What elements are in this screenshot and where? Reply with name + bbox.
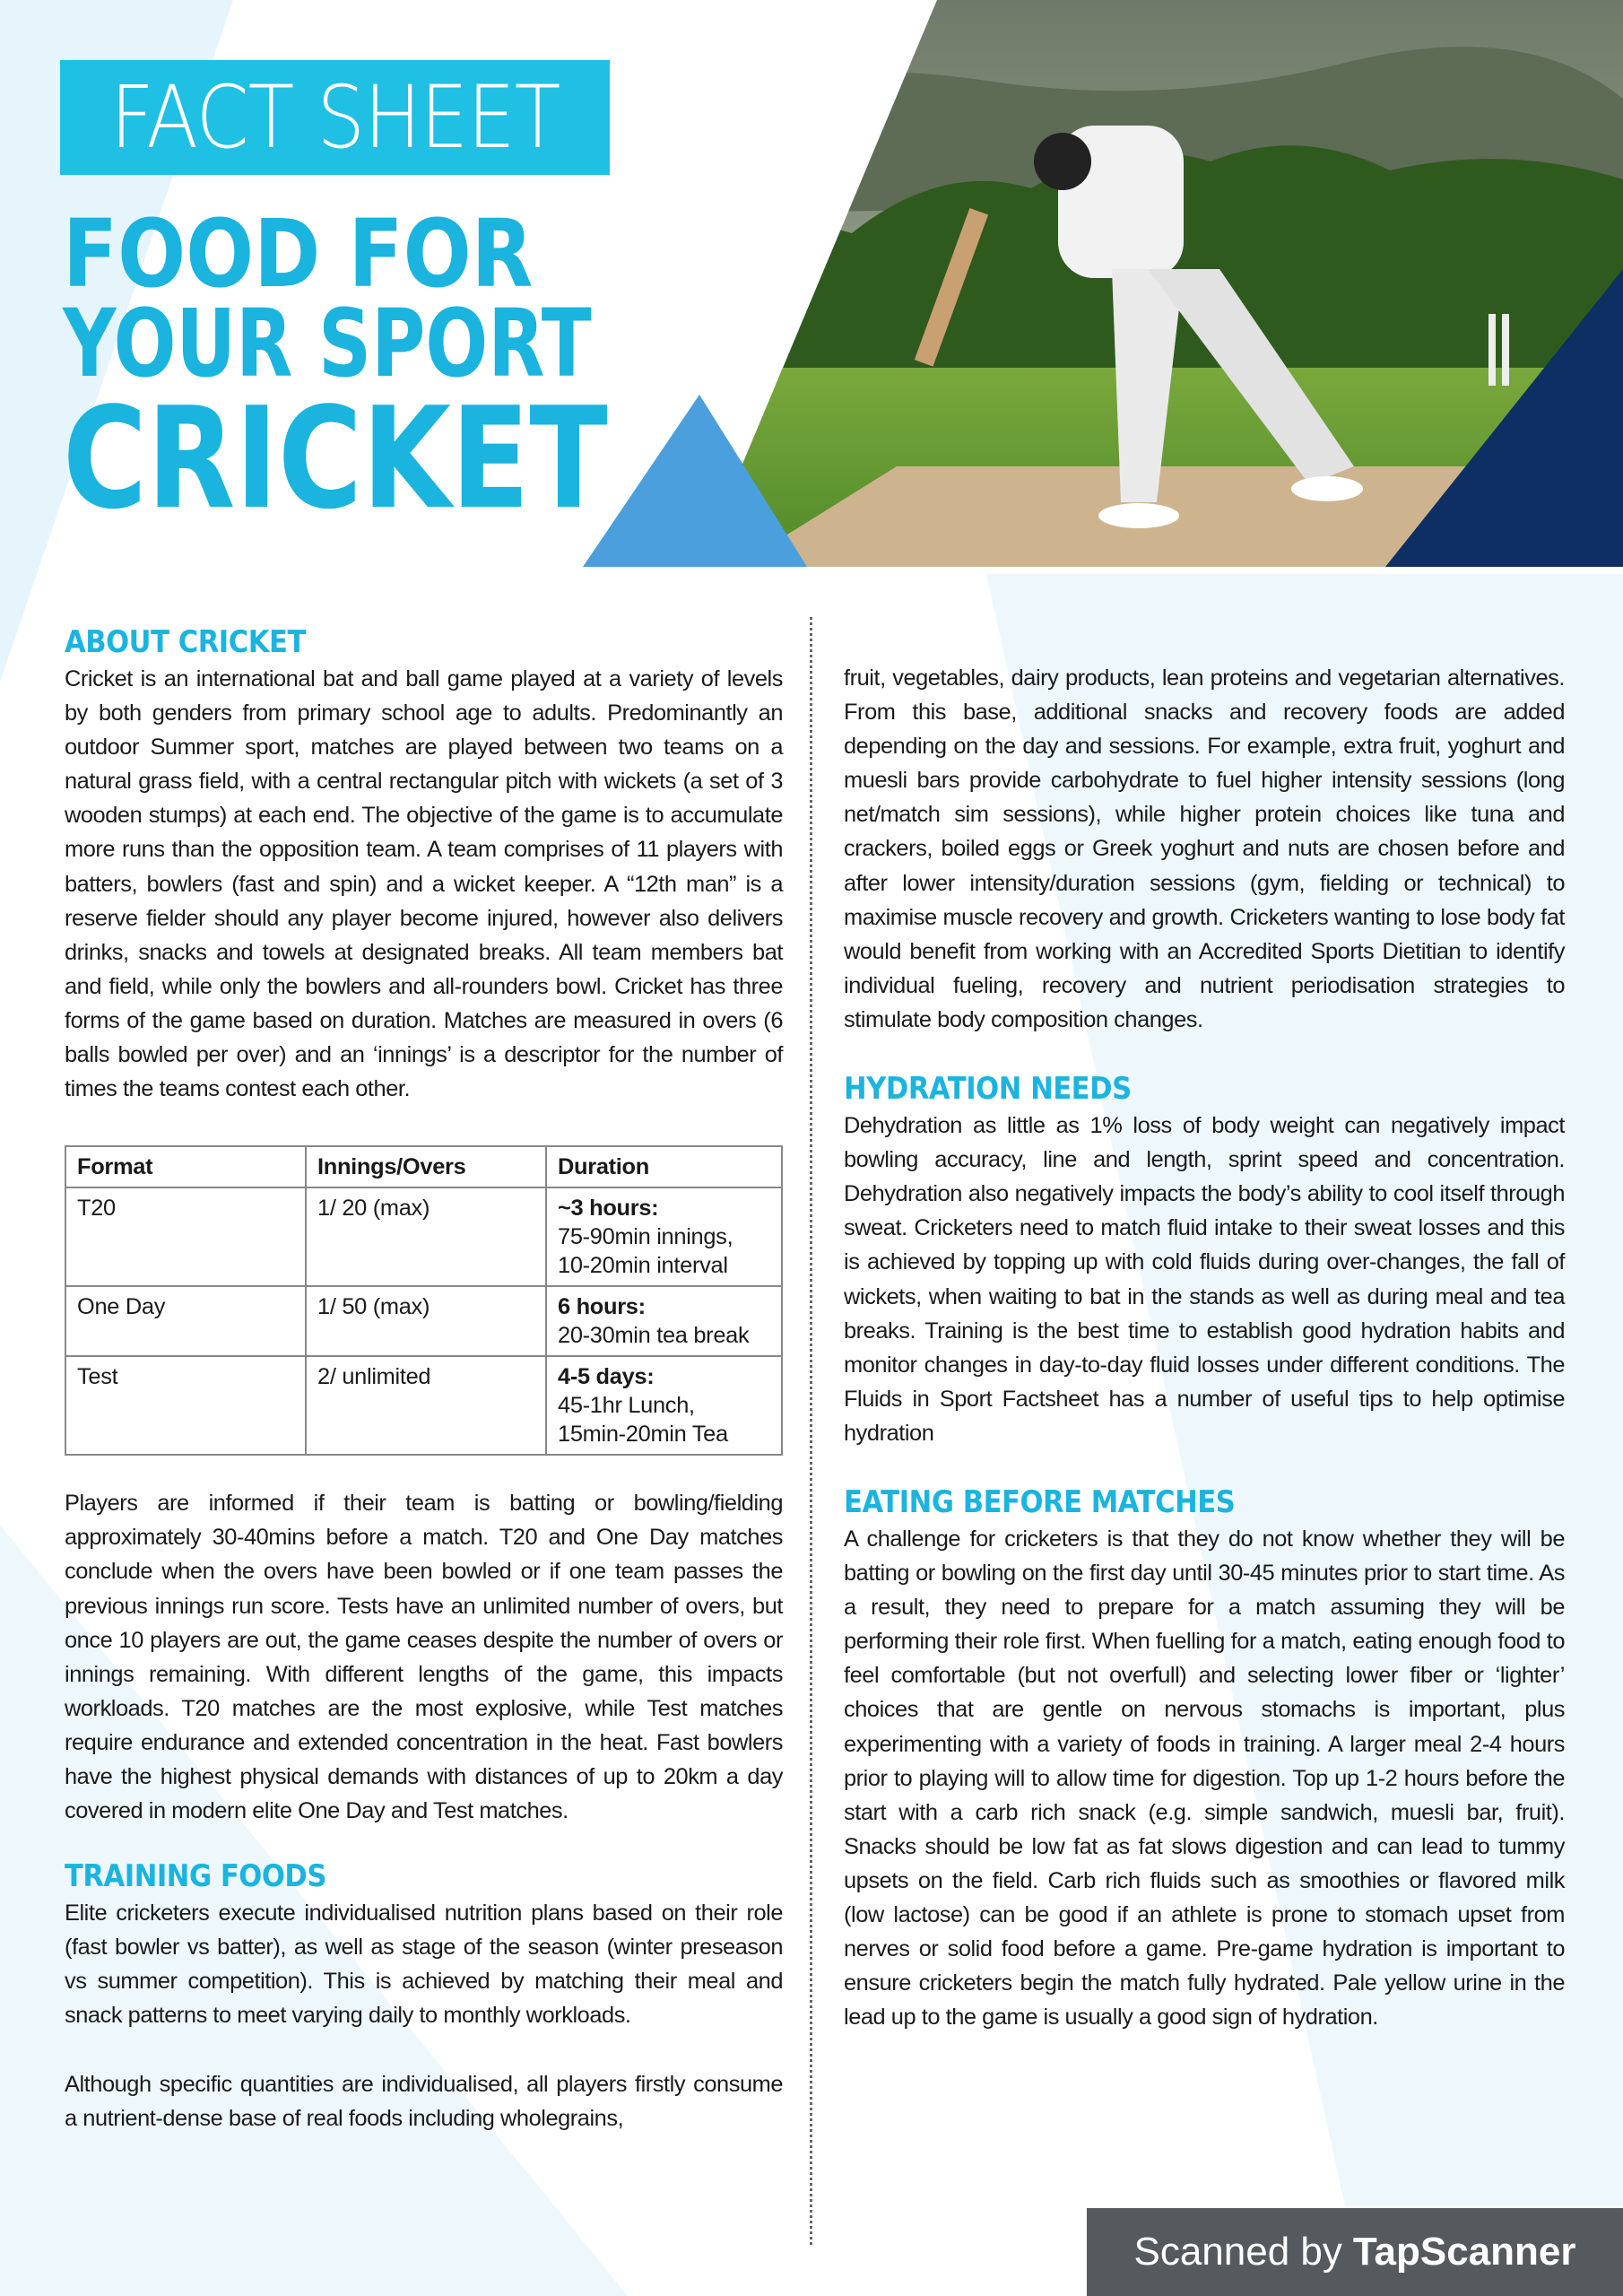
duration-line: 75-90min innings,	[558, 1224, 733, 1250]
table-header: Format	[65, 1146, 306, 1187]
left-column	[65, 624, 783, 2135]
cell-duration	[546, 1356, 782, 1455]
cell-format: T20	[65, 1187, 306, 1286]
scanner-watermark	[1087, 2208, 1623, 2296]
title-line-2: YOUR SPORT	[63, 289, 592, 398]
table-row	[65, 1356, 782, 1455]
watermark-prefix: Scanned by	[1133, 2230, 1342, 2274]
training-text-2: Although specific quantities are individualised, all players firstly consume a nutrient-dense base of real foods including wholegrains,	[65, 2071, 783, 2131]
duration-line: 20-30min tea break	[558, 1323, 750, 1349]
cell-duration	[546, 1286, 782, 1356]
duration-line: 10-20min interval	[558, 1253, 728, 1279]
watermark-brand: TapScanner	[1352, 2230, 1576, 2274]
badge-label: FACT SHEET	[109, 67, 560, 168]
cell-duration	[546, 1187, 782, 1286]
training-heading: TRAINING FOODS	[65, 1858, 326, 1895]
table-row	[65, 1286, 782, 1356]
formats-table	[65, 1145, 783, 1456]
table-header: Innings/Overs	[306, 1146, 546, 1187]
hydration-heading: HYDRATION NEEDS	[844, 1071, 1132, 1108]
eating-heading: EATING BEFORE MATCHES	[844, 1483, 1236, 1520]
duration-bold: 4-5 days:	[558, 1364, 655, 1390]
cell-innings: 2/ unlimited	[306, 1356, 546, 1455]
eating-text: A challenge for cricketers is that they do not know whether they will be batting or bowling on the first day until 30-45 minutes prior to start time. As a result, they need to prepare for a match assuming they will be performing their role first. When fuelling for a match, eating enough food to feel comfortable (but not overfull) and selecting lower fiber or ‘lighter’ choices that are gentle on nervous stomachs is important, plus experimenting with a variety of foods in training. A larger meal 2-4 hours prior to playing will to allow time for digestion. Top up 1-2 hours before the start with a carb rich snack (e.g. simple sandwich, muesli bar, fruit). Snacks should be low fat as fat slows digestion and can lead to tummy upsets on the field. Carb rich fluids such as smoothies or flavored milk (low lactose) can be good if an athlete is prone to stomach upset from nerves or solid food before a game. Pre-game hydration is important to ensure cricketers begin the match fully hydrated. Pale yellow urine in the lead up to the game is usually a good sign of hydration.	[844, 1526, 1565, 2031]
title-line-1: FOOD FOR	[63, 199, 534, 309]
training-text-1: Elite cricketers execute individualised nutrition plans based on their role (fast bowler vs batter), as well as stage of the season (winter preseason vs summer competition). This is achieved by matching their meal and snack patterns to meet varying daily to monthly workloads.	[65, 1900, 783, 2029]
players-text: Players are informed if their team is batting or bowling/fielding approximately 30-40mins before a match. T20 and One Day matches conclude when the overs have been bowled or if one team passes the previous innings run score. Tests have an unlimited number of overs, but once 10 players are out, the game ceases despite the number of overs or innings remaining. With different lengths of the game, this impacts workloads. T20 matches are the most explosive, while Test matches require endurance and extended concentration in the heat. Fast bowlers have the highest physical demands with distances of up to 20km a day covered in modern elite One Day and Test matches.	[65, 1491, 783, 1824]
table-header-row	[65, 1146, 782, 1187]
column-divider	[810, 617, 812, 2245]
duration-line: 45-1hr Lunch,	[558, 1393, 695, 1419]
table-row	[65, 1187, 782, 1286]
title-sport: CRICKET	[63, 377, 608, 540]
hydration-text: Dehydration as little as 1% loss of body weight can negatively impact bowling accuracy, line and length, sprint speed and concentration. Dehydration also negatively impacts the body’s ability to cool itself through sweat. Cricketers need to match fluid intake to their sweat losses and this is achieved by topping up with cold fluids during over-changes, the fall of wickets, when waiting to bat in the stands as well as during meal and tea breaks. Training is the best time to establish good hydration habits and monitor changes in day-to-day fluid losses under different conditions. The Fluids in Sport Factsheet has a number of useful tips to help optimise hydration	[844, 1113, 1565, 1446]
training-text-3: fruit, vegetables, dairy products, lean proteins and vegetarian alternatives. From this base, additional snacks and recovery foods are added depending on the day and sessions. For example, extra fruit, yoghurt and muesli bars provide carbohydrate to fuel higher intensity sessions (long net/match sim sessions), while higher protein choices like tuna and crackers, boiled eggs or Greek yoghurt and nuts are chosen before and after lower intensity/duration sessions (gym, fielding or technical) to maximise muscle recovery and growth. Cricketers wanting to lose body fat would benefit from working with an Accredited Sports Dietitian to identify individual fueling, recovery and nutrient periodisation strategies to stimulate body composition changes.	[844, 665, 1565, 1032]
cell-format: One Day	[65, 1286, 306, 1356]
about-heading: ABOUT CRICKET	[65, 624, 306, 660]
about-text: Cricket is an international bat and ball game played at a variety of levels by both genders from primary school age to adults. Predominantly an outdoor Summer sport, matches are played between two teams on a natural grass field, with a central rectangular pitch with wickets (a set of 3 wooden stumps) at each end. The objective of the game is to accumulate more runs than the opposition team. A team comprises of 11 players with batters, bowlers (fast and spin) and a wicket keeper. A “12th man” is a reserve fielder should any player become injured, however also delivers drinks, snacks and towels at designated breaks. All team members bat and field, while only the bowlers and all-rounders bowl. Cricket has three forms of the game based on duration. Matches are measured in overs (6 balls bowled per over) and an ‘innings’ is a descriptor for the number of times the teams contest each other.	[65, 666, 783, 1102]
cell-innings: 1/ 50 (max)	[306, 1286, 546, 1356]
table-header: Duration	[546, 1146, 782, 1187]
cell-innings: 1/ 20 (max)	[306, 1187, 546, 1286]
right-column	[844, 661, 1565, 2034]
duration-bold: 6 hours:	[558, 1294, 646, 1320]
duration-line: 15min-20min Tea	[558, 1422, 728, 1448]
cell-format: Test	[65, 1356, 306, 1455]
fact-sheet-badge	[60, 60, 610, 175]
duration-bold: ~3 hours:	[558, 1196, 659, 1222]
